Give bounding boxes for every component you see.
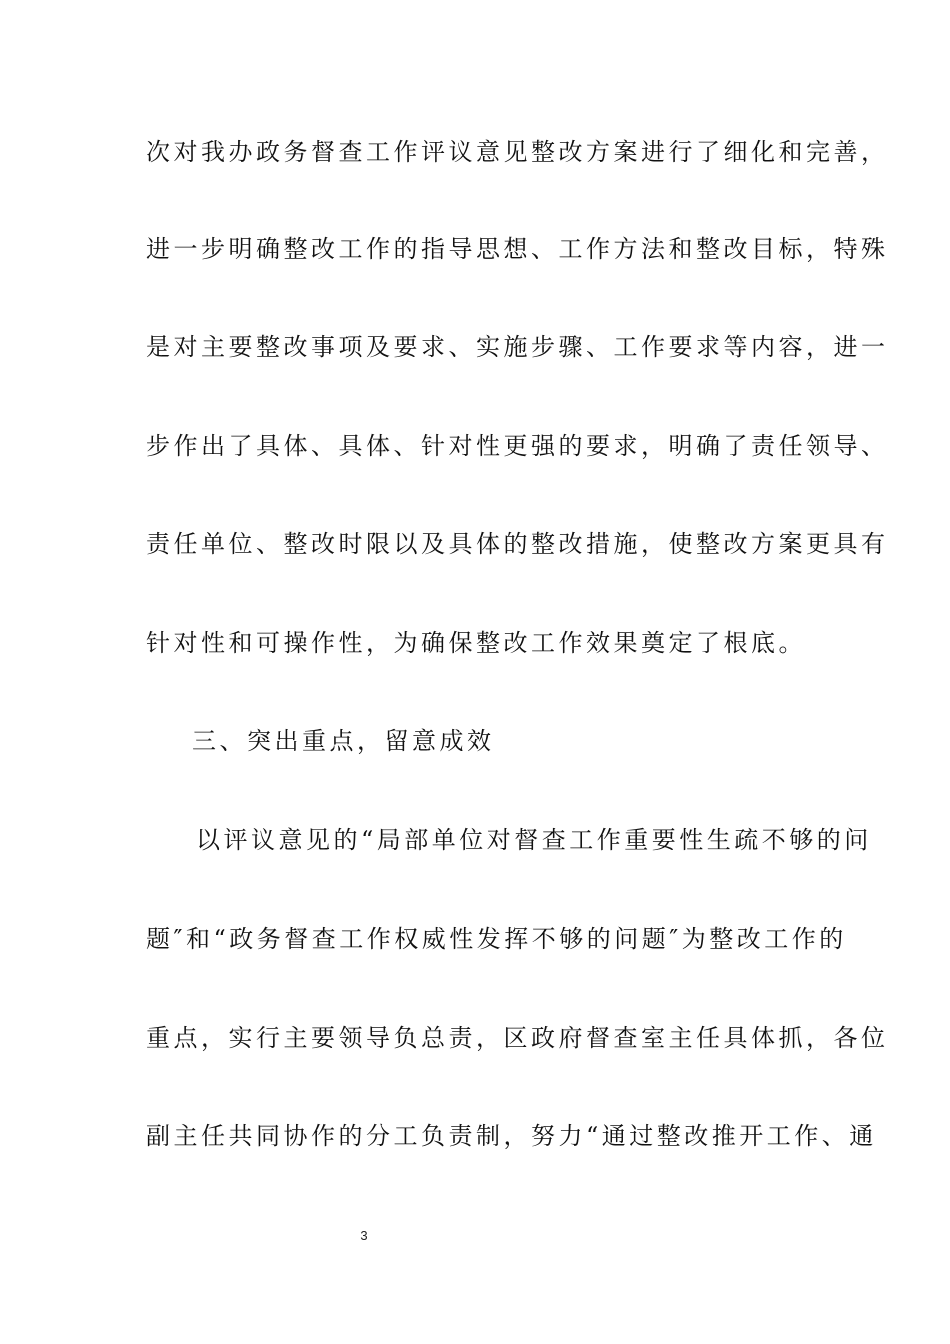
- paragraph-line: 步作出了具体、具体、针对性更强的要求，明确了责任领导、: [146, 432, 889, 460]
- page-number: 3: [360, 1228, 368, 1243]
- paragraph-line: 副主任共同协作的分工负责制，努力“通过整改推开工作、通: [146, 1122, 877, 1150]
- paragraph-line: 进一步明确整改工作的指导思想、工作方法和整改目标，特殊: [146, 235, 889, 263]
- paragraph-line: 重点，实行主要领导负总责，区政府督查室主任具体抓，各位: [146, 1024, 889, 1052]
- paragraph-line: 次对我办政务督查工作评议意见整改方案进行了细化和完善，: [146, 138, 889, 166]
- paragraph-line: 以评议意见的“局部单位对督查工作重要性生疏不够的问: [196, 826, 872, 854]
- paragraph-line: 题″和“政务督查工作权威性发挥不够的问题″为整改工作的: [146, 925, 847, 953]
- paragraph-line: 针对性和可操作性，为确保整改工作效果奠定了根底。: [146, 629, 806, 657]
- section-heading: 三、突出重点，留意成效: [192, 727, 495, 755]
- paragraph-line: 责任单位、整改时限以及具体的整改措施，使整改方案更具有: [146, 530, 889, 558]
- paragraph-line: 是对主要整改事项及要求、实施步骤、工作要求等内容，进一: [146, 333, 889, 361]
